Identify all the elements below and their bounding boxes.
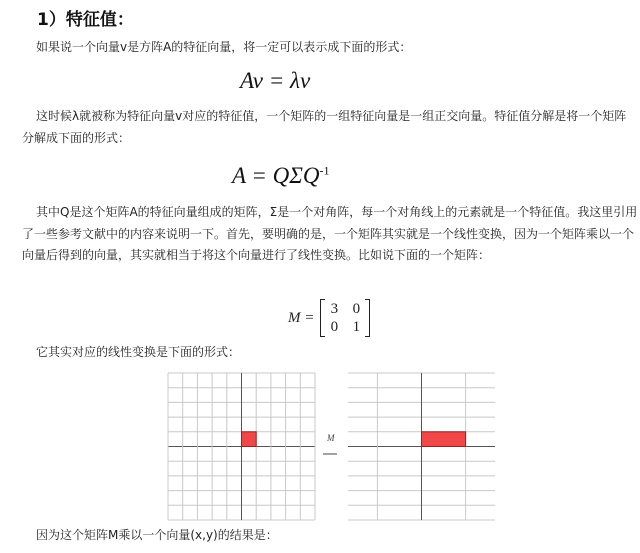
paragraph-3: 其中Q是这个矩阵A的特征向量组成的矩阵，Σ是一个对角阵，每一个对角线上的元素就是一个特征值。我这里引用了一些参考文献中的内容来说明一下。首先，要明确的是，一个矩阵其实就是一个线性变换，因为一个矩阵乘以一个向量后得到的向量，其实就相当于将这个向量进行了线性变换。比如说下面的一个矩阵：: [22, 205, 638, 262]
section-heading: 1）特征值：: [37, 10, 134, 30]
formula-eigen: Av = λv: [240, 68, 311, 93]
grid-before: [168, 373, 315, 520]
paragraph-5: 因为这个矩阵M乘以一个向量(x,y)的结果是：: [36, 528, 278, 542]
paragraph-1: 如果说一个向量v是方阵A的特征向量，将一定可以表示成下面的形式：: [36, 40, 412, 54]
grid-after: [348, 373, 495, 520]
paragraph-4: 它其实对应的线性变换是下面的形式：: [36, 345, 241, 359]
unit-square: [422, 432, 466, 447]
matrix-cell: 3: [330, 301, 339, 317]
formula-sup: -1: [319, 163, 330, 178]
arrow-label: M: [327, 433, 335, 443]
matrix-label: M =: [288, 309, 315, 326]
matrix-cell: 1: [352, 319, 361, 335]
unit-square: [242, 432, 257, 447]
formula-main: A = QΣQ: [232, 163, 320, 188]
matrix-cell: 0: [330, 319, 339, 335]
paragraph-2: 这时候λ就被称为特征向量v对应的特征值，一个矩阵的一组特征向量是一组正交向量。特征值分解是将一个矩阵分解成下面的形式：: [22, 109, 627, 145]
matrix-cell: 0: [352, 301, 361, 317]
